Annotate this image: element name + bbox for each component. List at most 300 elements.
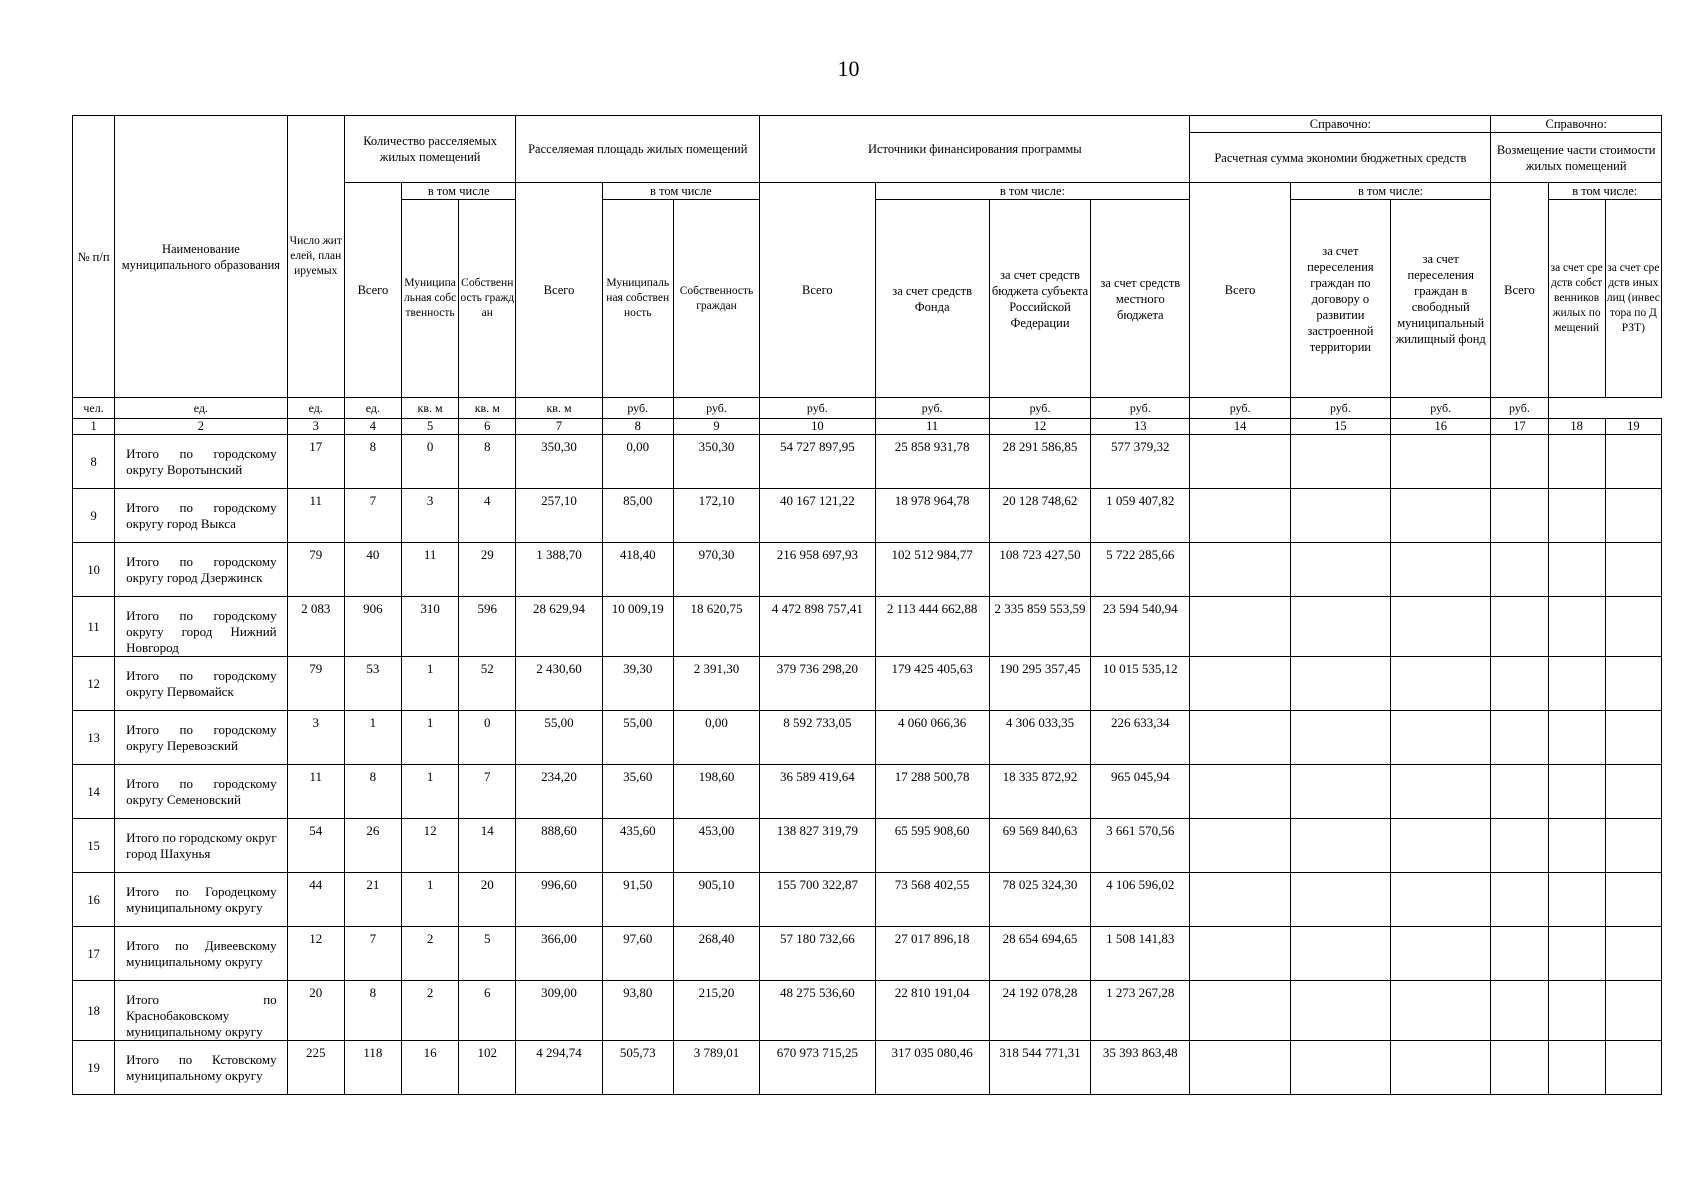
cell-f-subject: [989, 819, 1090, 873]
municipality-name: Итого по городскому округу Первомайск: [115, 657, 288, 711]
column-number: 10: [760, 419, 875, 435]
row-number: 19: [73, 1041, 115, 1095]
cell-f-subject: [989, 765, 1090, 819]
cell-value: 65 595 908,60: [894, 823, 970, 838]
cell-value: 20: [480, 877, 494, 892]
cell-value: 965 045,94: [1111, 769, 1170, 784]
cell-value: 350,30: [698, 439, 735, 454]
header-quantity-municipal: Муниципальная собственность: [402, 200, 459, 398]
header-quantity-group: Количество расселяемых жилых помещений: [344, 116, 516, 183]
empty-reference-cell: [1605, 927, 1661, 981]
cell-a-own: [673, 435, 759, 489]
cell-q-mun: [402, 543, 459, 597]
unit-cell: чел.: [73, 398, 115, 419]
cell-f-local: [1091, 489, 1190, 543]
cell-value: 20 128 748,62: [1002, 493, 1078, 508]
table-row: [73, 981, 1662, 1041]
row-number: 15: [73, 819, 115, 873]
cell-value: 52: [480, 661, 494, 676]
municipality-name: Итого по Кстовскому муниципальному округу: [115, 1041, 288, 1095]
header-reference-2: Справочно:: [1491, 116, 1662, 133]
cell-value: 4 294,74: [536, 1045, 582, 1060]
column-number: 13: [1091, 419, 1190, 435]
cell-value: 268,40: [698, 931, 735, 946]
row-number: 8: [73, 435, 115, 489]
empty-reference-cell: [1491, 1041, 1548, 1095]
row-number: 12: [73, 657, 115, 711]
cell-value: 225: [305, 1045, 326, 1060]
cell-f-subject: [989, 711, 1090, 765]
cell-a-mun: [602, 543, 673, 597]
municipality-name: Итого по Краснобаковскому муниципальному округу: [115, 981, 288, 1041]
cell-value: 216 958 697,93: [776, 547, 858, 562]
cell-value: 8: [369, 985, 377, 1000]
empty-reference-cell: [1391, 981, 1491, 1041]
empty-reference-cell: [1491, 489, 1548, 543]
empty-reference-cell: [1290, 657, 1390, 711]
cell-f-fund: [875, 873, 989, 927]
cell-a-total: [516, 873, 602, 927]
cell-q-mun: [402, 927, 459, 981]
unit-cell: руб.: [1290, 398, 1390, 419]
cell-value: 79: [309, 547, 323, 562]
cell-q-total: [344, 981, 401, 1041]
municipality-name: Итого по городскому округу город Выкса: [115, 489, 288, 543]
cell-f-subject: [989, 543, 1090, 597]
cell-f-total: [760, 711, 875, 765]
cell-q-own: [459, 489, 516, 543]
empty-reference-cell: [1190, 711, 1290, 765]
empty-reference-cell: [1605, 597, 1661, 657]
cell-f-local: [1091, 543, 1190, 597]
cell-value: 310: [420, 601, 440, 616]
cell-value: 4 306 033,35: [1005, 715, 1075, 730]
header-quantity-including: в том числе: [402, 183, 516, 200]
cell-q-total: [344, 711, 401, 765]
header-quantity-total: Всего: [344, 183, 401, 398]
cell-value: 7: [484, 769, 491, 784]
table-row: [73, 1041, 1662, 1095]
cell-value: 55,00: [544, 715, 574, 730]
header-compensation-total: Всего: [1491, 183, 1548, 398]
table-row: [73, 489, 1662, 543]
column-number: 7: [516, 419, 602, 435]
empty-reference-cell: [1190, 489, 1290, 543]
cell-a-total: [516, 711, 602, 765]
header-quantity-private: Собственность граждан: [459, 200, 516, 398]
cell-q-total: [344, 543, 401, 597]
empty-reference-cell: [1548, 873, 1605, 927]
cell-value: 35,60: [623, 769, 653, 784]
cell-a-mun: [602, 1041, 673, 1095]
cell-value: 6: [484, 985, 491, 1000]
header-savings-including: в том числе:: [1290, 183, 1491, 200]
empty-reference-cell: [1391, 435, 1491, 489]
cell-q-mun: [402, 981, 459, 1041]
cell-a-mun: [602, 765, 673, 819]
cell-value: 5: [484, 931, 491, 946]
cell-q-total: [344, 819, 401, 873]
cell-value: 179 425 405,63: [891, 661, 973, 676]
cell-f-total: [760, 657, 875, 711]
cell-q-own: [459, 597, 516, 657]
cell-value: 379 736 298,20: [776, 661, 858, 676]
cell-value: 2 335 859 553,59: [994, 601, 1086, 616]
empty-reference-cell: [1548, 435, 1605, 489]
municipality-name: Итого по городскому округу Перевозский: [115, 711, 288, 765]
cell-value: 0: [484, 715, 491, 730]
empty-reference-cell: [1605, 873, 1661, 927]
cell-value: 2: [426, 985, 434, 1000]
cell-value: 3: [426, 493, 434, 508]
empty-reference-cell: [1548, 597, 1605, 657]
empty-reference-cell: [1605, 819, 1661, 873]
cell-f-local: [1091, 873, 1190, 927]
cell-value: 1: [426, 769, 434, 784]
cell-res: [287, 981, 344, 1041]
unit-cell: руб.: [1190, 398, 1290, 419]
empty-reference-cell: [1290, 711, 1390, 765]
empty-reference-cell: [1190, 927, 1290, 981]
table-row: [73, 711, 1662, 765]
column-numbers-row: [73, 419, 1662, 435]
cell-value: 54 727 897,95: [779, 439, 855, 454]
row-number: 14: [73, 765, 115, 819]
header-compensation-group: Возмещение части стоимости жилых помещений: [1491, 133, 1662, 183]
cell-value: 138 827 319,79: [776, 823, 858, 838]
column-number: 8: [602, 419, 673, 435]
cell-a-mun: [602, 927, 673, 981]
cell-q-mun: [402, 711, 459, 765]
municipality-name: Итого по городскому округу Семеновский: [115, 765, 288, 819]
cell-f-fund: [875, 711, 989, 765]
cell-value: 97,60: [623, 931, 653, 946]
cell-f-total: [760, 543, 875, 597]
cell-a-own: [673, 927, 759, 981]
cell-f-fund: [875, 657, 989, 711]
cell-f-local: [1091, 765, 1190, 819]
empty-reference-cell: [1548, 543, 1605, 597]
cell-f-subject: [989, 981, 1090, 1041]
empty-reference-cell: [1290, 543, 1390, 597]
cell-value: 505,73: [619, 1045, 656, 1060]
cell-q-mun: [402, 657, 459, 711]
empty-reference-cell: [1391, 765, 1491, 819]
cell-q-mun: [402, 435, 459, 489]
column-number: 16: [1391, 419, 1491, 435]
cell-value: 996,60: [541, 877, 577, 892]
table-row: [73, 435, 1662, 489]
unit-cell: ед.: [344, 398, 401, 419]
cell-value: 23 594 540,94: [1102, 601, 1178, 616]
empty-reference-cell: [1491, 711, 1548, 765]
empty-reference-cell: [1548, 981, 1605, 1041]
column-number: 11: [875, 419, 989, 435]
cell-q-total: [344, 597, 401, 657]
cell-value: 93,80: [623, 985, 653, 1000]
column-number: 14: [1190, 419, 1290, 435]
header-area-including: в том числе: [602, 183, 760, 200]
cell-value: 257,10: [541, 493, 577, 508]
cell-a-own: [673, 711, 759, 765]
unit-cell: руб.: [875, 398, 989, 419]
cell-value: 102 512 984,77: [891, 547, 973, 562]
unit-cell: кв. м: [459, 398, 516, 419]
cell-value: 7: [369, 931, 377, 946]
cell-value: 24 192 078,28: [1002, 985, 1078, 1000]
header-financing-total: Всего: [760, 183, 875, 398]
empty-reference-cell: [1290, 819, 1390, 873]
empty-reference-cell: [1491, 435, 1548, 489]
cell-value: 40: [366, 547, 380, 562]
cell-q-own: [459, 765, 516, 819]
header-compensation-owners: за счет средств собственников жилых помещений: [1548, 200, 1605, 398]
cell-f-fund: [875, 435, 989, 489]
empty-reference-cell: [1605, 489, 1661, 543]
cell-res: [287, 435, 344, 489]
empty-reference-cell: [1190, 1041, 1290, 1095]
cell-res: [287, 1041, 344, 1095]
empty-reference-cell: [1190, 657, 1290, 711]
cell-value: 26: [366, 823, 380, 838]
cell-value: 108 723 427,50: [999, 547, 1081, 562]
header-number: № п/п: [73, 116, 115, 398]
header-savings-free-fund: за счет переселения граждан в свободный муниципальный жилищный фонд: [1391, 200, 1491, 398]
cell-res: [287, 657, 344, 711]
cell-value: 27 017 896,18: [894, 931, 970, 946]
unit-cell: руб.: [989, 398, 1090, 419]
unit-cell: руб.: [1491, 398, 1548, 419]
cell-value: 54: [309, 823, 323, 838]
empty-reference-cell: [1605, 435, 1661, 489]
cell-a-own: [673, 657, 759, 711]
cell-value: 17: [309, 439, 323, 454]
page-number: 10: [837, 56, 860, 81]
empty-reference-cell: [1391, 543, 1491, 597]
cell-value: 18 978 964,78: [894, 493, 970, 508]
cell-value: 21: [366, 877, 380, 892]
cell-value: 888,60: [541, 823, 577, 838]
cell-f-local: [1091, 1041, 1190, 1095]
cell-value: 10 015 535,12: [1102, 661, 1178, 676]
municipality-name: Итого по Дивеевскому муниципальному округу: [115, 927, 288, 981]
table-row: [73, 927, 1662, 981]
cell-q-own: [459, 711, 516, 765]
municipality-name: Итого по городскому округу Воротынский: [115, 435, 288, 489]
cell-q-total: [344, 765, 401, 819]
cell-value: 11: [423, 547, 437, 562]
cell-value: 36 589 419,64: [779, 769, 855, 784]
cell-a-total: [516, 927, 602, 981]
cell-value: 18 335 872,92: [1002, 769, 1078, 784]
empty-reference-cell: [1190, 597, 1290, 657]
empty-reference-cell: [1391, 711, 1491, 765]
cell-f-subject: [989, 435, 1090, 489]
cell-a-mun: [602, 435, 673, 489]
cell-value: 73 568 402,55: [894, 877, 970, 892]
cell-f-local: [1091, 981, 1190, 1041]
cell-value: 5 722 285,66: [1106, 547, 1175, 562]
empty-reference-cell: [1491, 657, 1548, 711]
cell-a-total: [516, 819, 602, 873]
cell-res: [287, 597, 344, 657]
cell-f-subject: [989, 597, 1090, 657]
table-row: [73, 597, 1662, 657]
cell-value: 453,00: [698, 823, 735, 838]
header-financing-fund: за счет средств Фонда: [875, 200, 989, 398]
cell-value: 155 700 322,87: [776, 877, 858, 892]
cell-q-own: [459, 1041, 516, 1095]
empty-reference-cell: [1491, 543, 1548, 597]
cell-value: 16: [423, 1045, 437, 1060]
cell-value: 0: [426, 439, 434, 454]
cell-f-fund: [875, 819, 989, 873]
cell-value: 190 295 357,45: [999, 661, 1081, 676]
cell-q-mun: [402, 1041, 459, 1095]
cell-a-mun: [602, 657, 673, 711]
cell-f-fund: [875, 597, 989, 657]
header-savings-development: за счет переселения граждан по договору о развитии застроенной территории: [1290, 200, 1390, 398]
cell-q-mun: [402, 489, 459, 543]
empty-reference-cell: [1190, 765, 1290, 819]
cell-f-local: [1091, 657, 1190, 711]
cell-res: [287, 873, 344, 927]
table-row: [73, 543, 1662, 597]
empty-reference-cell: [1548, 927, 1605, 981]
unit-cell: руб.: [1091, 398, 1190, 419]
cell-q-total: [344, 435, 401, 489]
row-number: 9: [73, 489, 115, 543]
municipality-name: Итого по городскому округ город Шахунья: [115, 819, 288, 873]
cell-value: 11: [309, 493, 322, 508]
table-row: [73, 873, 1662, 927]
cell-f-subject: [989, 657, 1090, 711]
cell-res: [287, 489, 344, 543]
cell-value: 7: [369, 493, 377, 508]
cell-f-subject: [989, 489, 1090, 543]
empty-reference-cell: [1290, 981, 1390, 1041]
cell-value: 4: [484, 493, 491, 508]
cell-value: 12: [309, 931, 323, 946]
cell-q-mun: [402, 819, 459, 873]
cell-value: 905,10: [698, 877, 735, 892]
cell-value: 8: [484, 439, 491, 454]
unit-cell: кв. м: [516, 398, 602, 419]
cell-value: 78 025 324,30: [1002, 877, 1078, 892]
cell-q-mun: [402, 873, 459, 927]
column-number: 18: [1548, 419, 1605, 435]
cell-f-subject: [989, 1041, 1090, 1095]
header-financing-including: в том числе:: [875, 183, 1190, 200]
cell-value: 2 083: [301, 601, 331, 616]
cell-value: 318 544 771,31: [999, 1045, 1081, 1060]
empty-reference-cell: [1548, 765, 1605, 819]
empty-reference-cell: [1548, 489, 1605, 543]
header-financing-group: Источники финансирования программы: [760, 116, 1190, 183]
empty-reference-cell: [1290, 927, 1390, 981]
cell-value: 28 629,94: [533, 601, 585, 616]
cell-value: 435,60: [619, 823, 656, 838]
empty-reference-cell: [1391, 927, 1491, 981]
cell-a-total: [516, 657, 602, 711]
empty-reference-cell: [1548, 1041, 1605, 1095]
cell-value: 57 180 732,66: [779, 931, 855, 946]
cell-q-own: [459, 873, 516, 927]
cell-f-fund: [875, 489, 989, 543]
column-number: 6: [459, 419, 516, 435]
column-number: 4: [344, 419, 401, 435]
cell-a-own: [673, 765, 759, 819]
cell-value: 39,30: [623, 661, 653, 676]
cell-value: 309,00: [541, 985, 577, 1000]
column-number: 3: [287, 419, 344, 435]
cell-a-total: [516, 489, 602, 543]
cell-f-fund: [875, 927, 989, 981]
cell-res: [287, 819, 344, 873]
cell-a-mun: [602, 873, 673, 927]
cell-value: 215,20: [698, 985, 735, 1000]
table-row: [73, 819, 1662, 873]
cell-f-subject: [989, 873, 1090, 927]
empty-reference-cell: [1290, 1041, 1390, 1095]
cell-q-own: [459, 543, 516, 597]
cell-res: [287, 711, 344, 765]
unit-cell: ед.: [287, 398, 344, 419]
cell-q-own: [459, 435, 516, 489]
cell-q-mun: [402, 597, 459, 657]
cell-value: 53: [366, 661, 380, 676]
cell-value: 12: [423, 823, 437, 838]
empty-reference-cell: [1605, 981, 1661, 1041]
empty-reference-cell: [1491, 927, 1548, 981]
cell-f-local: [1091, 597, 1190, 657]
cell-value: 18 620,75: [690, 601, 743, 616]
cell-q-total: [344, 1041, 401, 1095]
cell-value: 35 393 863,48: [1102, 1045, 1178, 1060]
empty-reference-cell: [1548, 711, 1605, 765]
empty-reference-cell: [1190, 873, 1290, 927]
cell-f-total: [760, 765, 875, 819]
cell-value: 40 167 121,22: [779, 493, 855, 508]
empty-reference-cell: [1391, 597, 1491, 657]
table-body: [73, 435, 1662, 1095]
empty-reference-cell: [1491, 873, 1548, 927]
cell-value: 234,20: [541, 769, 577, 784]
cell-f-total: [760, 489, 875, 543]
cell-value: 25 858 931,78: [894, 439, 970, 454]
header-residents: Число жителей, планируемых: [287, 116, 344, 398]
cell-res: [287, 543, 344, 597]
empty-reference-cell: [1290, 765, 1390, 819]
header-area-municipal: Муниципальная собственность: [602, 200, 673, 398]
cell-a-total: [516, 981, 602, 1041]
empty-reference-cell: [1491, 765, 1548, 819]
cell-f-total: [760, 597, 875, 657]
cell-f-local: [1091, 711, 1190, 765]
cell-f-total: [760, 927, 875, 981]
cell-value: 0,00: [705, 715, 728, 730]
cell-q-own: [459, 819, 516, 873]
cell-value: 3 661 570,56: [1106, 823, 1175, 838]
empty-reference-cell: [1491, 819, 1548, 873]
cell-f-fund: [875, 765, 989, 819]
table-row: [73, 657, 1662, 711]
empty-reference-cell: [1548, 657, 1605, 711]
cell-a-total: [516, 435, 602, 489]
header-reference-1: Справочно:: [1190, 116, 1491, 133]
empty-reference-cell: [1605, 543, 1661, 597]
cell-value: 4 060 066,36: [898, 715, 967, 730]
